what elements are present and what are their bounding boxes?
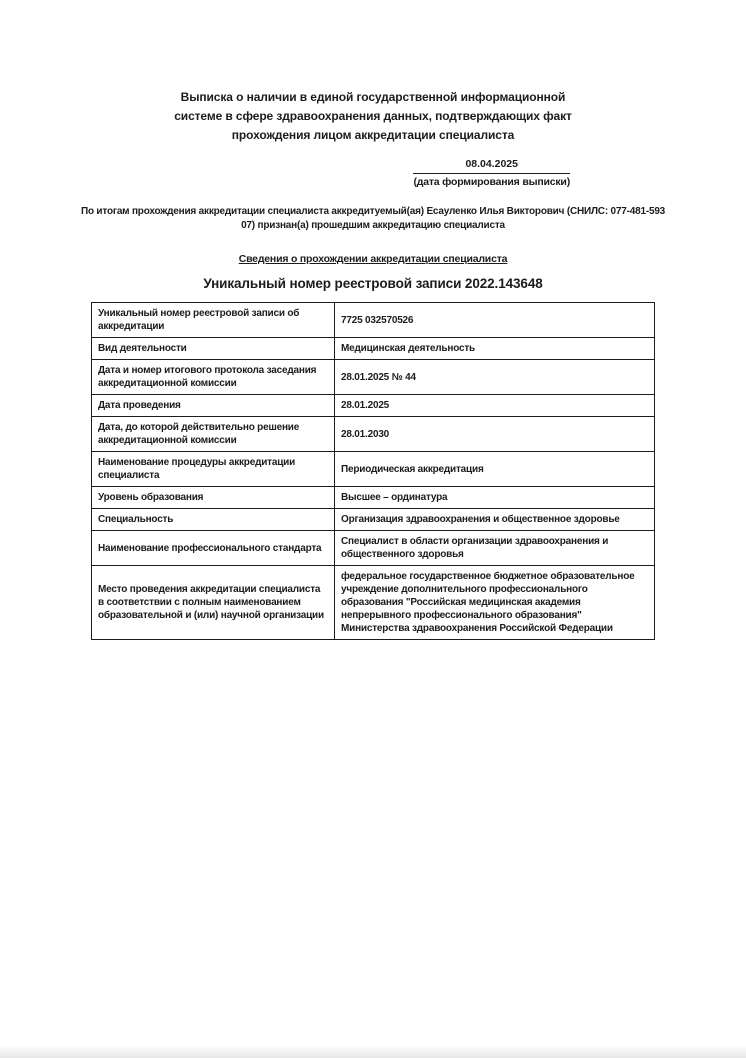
table-row — [92, 531, 655, 566]
issue-date-value: 08.04.2025 — [413, 158, 570, 174]
row-label: Дата, до которой действительно решение аккредитационной комиссии — [92, 417, 335, 452]
row-label: Уникальный номер реестровой записи об аккредитации — [92, 303, 335, 338]
table-row — [92, 303, 655, 338]
row-label: Дата проведения — [92, 395, 335, 417]
registry-number-heading: Уникальный номер реестровой записи 2022.143648 — [203, 276, 543, 291]
table-row — [92, 338, 655, 360]
row-value: 28.01.2030 — [335, 417, 655, 452]
table-row — [92, 509, 655, 531]
table-row — [92, 566, 655, 640]
table-row — [92, 395, 655, 417]
row-value: федеральное государственное бюджетное образовательное учреждение дополнительного профессионального образования "Российская медицинская академия непрерывного профессионального образования" Министерства здравоохранения Российской Федерации — [335, 566, 655, 640]
issue-date-caption: (дата формирования выписки) — [413, 176, 570, 188]
table-row — [92, 417, 655, 452]
bottom-edge-bar — [0, 1047, 746, 1058]
intro-paragraph: По итогам прохождения аккредитации специалиста аккредитуемый(ая) Есауленко Илья Викторович (СНИЛС: 077-481-593 07) признан(а) прошедшим аккредитацию специалиста — [80, 206, 666, 231]
table-row — [92, 360, 655, 395]
row-value: Специалист в области организации здравоохранения и общественного здоровья — [335, 531, 655, 566]
row-label: Дата и номер итогового протокола заседания аккредитационной комиссии — [92, 360, 335, 395]
row-label: Место проведения аккредитации специалиста в соответствии с полным наименованием образовательной и (или) научной организации — [92, 566, 335, 640]
table-row — [92, 487, 655, 509]
row-value: 28.01.2025 — [335, 395, 655, 417]
table-row — [92, 452, 655, 487]
row-label: Вид деятельности — [92, 338, 335, 360]
row-value: 7725 032570526 — [335, 303, 655, 338]
row-label: Наименование профессионального стандарта — [92, 531, 335, 566]
row-label: Наименование процедуры аккредитации специалиста — [92, 452, 335, 487]
section-heading: Сведения о прохождении аккредитации специалиста — [238, 253, 508, 265]
row-value: Высшее – ординатура — [335, 487, 655, 509]
row-label: Уровень образования — [92, 487, 335, 509]
issue-date-block — [413, 158, 570, 189]
row-value: Периодическая аккредитация — [335, 452, 655, 487]
page-title: Выписка о наличии в единой государственной информационной системе в сфере здравоохранения данных, подтверждающих факт прохождения лицом аккредитации специалиста — [174, 90, 572, 142]
row-value: Медицинская деятельность — [335, 338, 655, 360]
accreditation-table — [91, 302, 655, 640]
row-label: Специальность — [92, 509, 335, 531]
row-value: Организация здравоохранения и общественное здоровье — [335, 509, 655, 531]
row-value: 28.01.2025 № 44 — [335, 360, 655, 395]
